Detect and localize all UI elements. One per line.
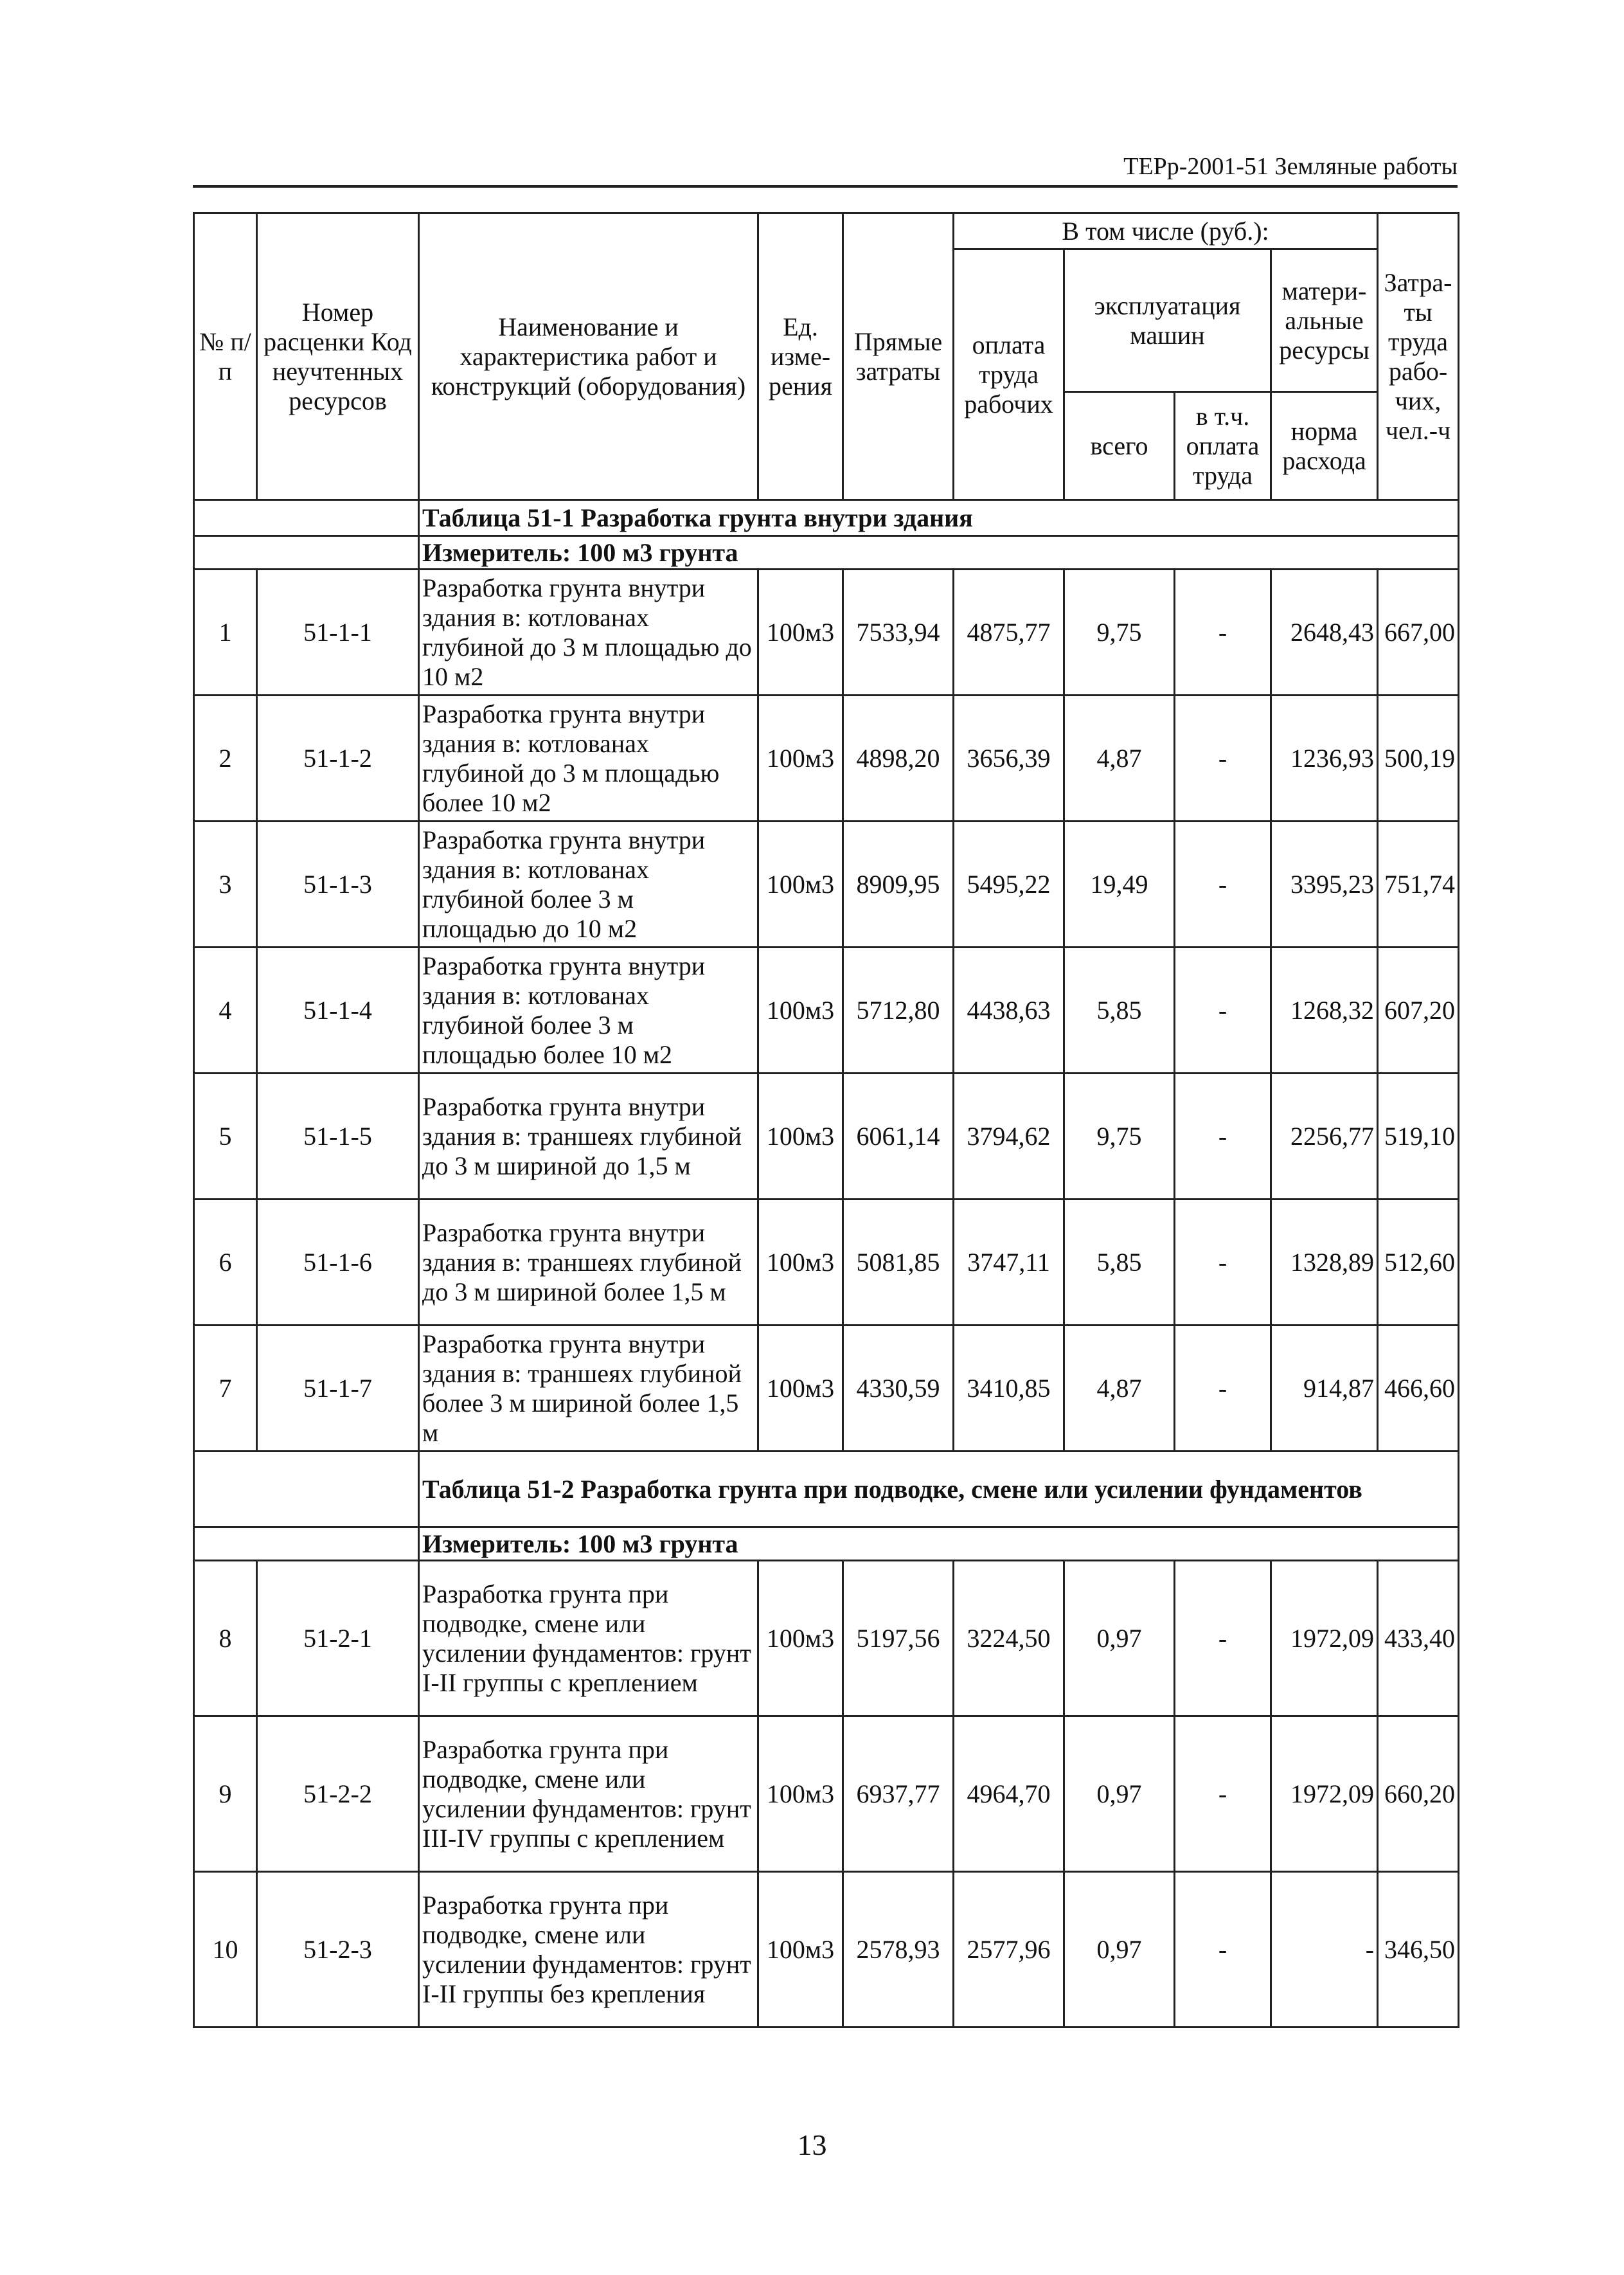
col-header-direct: Прямые затраты bbox=[843, 213, 954, 500]
rate-code: 51-1-7 bbox=[257, 1326, 419, 1452]
wages: 2577,96 bbox=[954, 1872, 1064, 2028]
direct-cost: 4898,20 bbox=[843, 696, 954, 822]
unit: 100м3 bbox=[758, 1074, 843, 1200]
col-header-materials: матери- альные ресурсы bbox=[1271, 249, 1378, 392]
col-header-machines-total: всего bbox=[1064, 392, 1175, 500]
rate-code: 51-1-1 bbox=[257, 570, 419, 696]
labor-cost: 607,20 bbox=[1378, 948, 1459, 1074]
wages: 3410,85 bbox=[954, 1326, 1064, 1452]
table-body bbox=[194, 213, 1459, 2028]
machines-total: 5,85 bbox=[1064, 948, 1175, 1074]
unit: 100м3 bbox=[758, 1872, 843, 2028]
unit: 100м3 bbox=[758, 1326, 843, 1452]
materials-norm: 1972,09 bbox=[1271, 1716, 1378, 1872]
work-description: Разработка грунта внутри здания в: котлованах глубиной до 3 м площадью более 10 м2 bbox=[419, 696, 758, 822]
unit: 100м3 bbox=[758, 948, 843, 1074]
machines-total: 4,87 bbox=[1064, 696, 1175, 822]
col-header-num: № п/п bbox=[194, 213, 257, 500]
table-row bbox=[194, 1326, 1459, 1452]
unit: 100м3 bbox=[758, 1716, 843, 1872]
row-number: 9 bbox=[194, 1716, 257, 1872]
unit: 100м3 bbox=[758, 1200, 843, 1326]
rate-code: 51-2-1 bbox=[257, 1561, 419, 1716]
section-title-row bbox=[194, 1452, 1459, 1527]
machines-total: 4,87 bbox=[1064, 1326, 1175, 1452]
rate-code: 51-1-6 bbox=[257, 1200, 419, 1326]
labor-cost: 660,20 bbox=[1378, 1716, 1459, 1872]
labor-cost: 466,60 bbox=[1378, 1326, 1459, 1452]
machines-wages: - bbox=[1175, 570, 1271, 696]
table-row bbox=[194, 696, 1459, 822]
running-header: ТЕРр-2001-51 Земляные работы bbox=[1123, 153, 1458, 180]
machines-total: 0,97 bbox=[1064, 1716, 1175, 1872]
work-description: Разработка грунта внутри здания в: котлованах глубиной более 3 м площадью до 10 м2 bbox=[419, 822, 758, 948]
work-description: Разработка грунта при подводке, смене или усилении фундаментов: грунт I-II группы без крепления bbox=[419, 1872, 758, 2028]
header-rule bbox=[193, 185, 1458, 188]
col-header-including: В том числе (руб.): bbox=[954, 213, 1378, 249]
col-header-labor: Затра- ты труда рабо- чих, чел.-ч bbox=[1378, 213, 1459, 500]
measure-row bbox=[194, 536, 1459, 570]
labor-cost: 751,74 bbox=[1378, 822, 1459, 948]
labor-cost: 667,00 bbox=[1378, 570, 1459, 696]
materials-norm: 1268,32 bbox=[1271, 948, 1378, 1074]
table-row bbox=[194, 822, 1459, 948]
section-title-row bbox=[194, 500, 1459, 536]
machines-total: 0,97 bbox=[1064, 1561, 1175, 1716]
machines-total: 5,85 bbox=[1064, 1200, 1175, 1326]
direct-cost: 6061,14 bbox=[843, 1074, 954, 1200]
machines-wages: - bbox=[1175, 1074, 1271, 1200]
wages: 3656,39 bbox=[954, 696, 1064, 822]
wages: 4438,63 bbox=[954, 948, 1064, 1074]
direct-cost: 4330,59 bbox=[843, 1326, 954, 1452]
row-number: 3 bbox=[194, 822, 257, 948]
table-row bbox=[194, 1716, 1459, 1872]
row-number: 7 bbox=[194, 1326, 257, 1452]
rate-code: 51-1-5 bbox=[257, 1074, 419, 1200]
machines-total: 19,49 bbox=[1064, 822, 1175, 948]
row-number: 10 bbox=[194, 1872, 257, 2028]
direct-cost: 5081,85 bbox=[843, 1200, 954, 1326]
rates-table bbox=[193, 212, 1459, 2028]
labor-cost: 433,40 bbox=[1378, 1561, 1459, 1716]
row-number: 1 bbox=[194, 570, 257, 696]
table-row bbox=[194, 1561, 1459, 1716]
section-measure: Измеритель: 100 м3 грунта bbox=[419, 536, 1459, 570]
rate-code: 51-2-2 bbox=[257, 1716, 419, 1872]
machines-wages: - bbox=[1175, 822, 1271, 948]
machines-wages: - bbox=[1175, 948, 1271, 1074]
labor-cost: 519,10 bbox=[1378, 1074, 1459, 1200]
rate-code: 51-1-2 bbox=[257, 696, 419, 822]
work-description: Разработка грунта при подводке, смене или усилении фундаментов: грунт I-II группы с креплением bbox=[419, 1561, 758, 1716]
row-number: 6 bbox=[194, 1200, 257, 1326]
row-number: 5 bbox=[194, 1074, 257, 1200]
section-measure: Измеритель: 100 м3 грунта bbox=[419, 1527, 1459, 1561]
col-header-unit: Ед. изме- рения bbox=[758, 213, 843, 500]
materials-norm: 2648,43 bbox=[1271, 570, 1378, 696]
work-description: Разработка грунта внутри здания в: траншеях глубиной до 3 м шириной более 1,5 м bbox=[419, 1200, 758, 1326]
col-header-code: Номер расценки Код неучтенных ресурсов bbox=[257, 213, 419, 500]
header-row-1 bbox=[194, 213, 1459, 249]
table-row bbox=[194, 1200, 1459, 1326]
machines-wages: - bbox=[1175, 1200, 1271, 1326]
table-row bbox=[194, 570, 1459, 696]
labor-cost: 512,60 bbox=[1378, 1200, 1459, 1326]
work-description: Разработка грунта внутри здания в: котлованах глубиной до 3 м площадью до 10 м2 bbox=[419, 570, 758, 696]
wages: 3794,62 bbox=[954, 1074, 1064, 1200]
labor-cost: 346,50 bbox=[1378, 1872, 1459, 2028]
wages: 5495,22 bbox=[954, 822, 1064, 948]
direct-cost: 2578,93 bbox=[843, 1872, 954, 2028]
empty-cell bbox=[194, 500, 419, 536]
machines-wages: - bbox=[1175, 696, 1271, 822]
rate-code: 51-1-3 bbox=[257, 822, 419, 948]
direct-cost: 8909,95 bbox=[843, 822, 954, 948]
materials-norm: 2256,77 bbox=[1271, 1074, 1378, 1200]
materials-norm: 3395,23 bbox=[1271, 822, 1378, 948]
work-description: Разработка грунта внутри здания в: траншеях глубиной до 3 м шириной до 1,5 м bbox=[419, 1074, 758, 1200]
materials-norm: 1972,09 bbox=[1271, 1561, 1378, 1716]
col-header-wages: оплата труда рабочих bbox=[954, 249, 1064, 500]
page-number: 13 bbox=[797, 2128, 827, 2161]
section-title: Таблица 51-1 Разработка грунта внутри здания bbox=[419, 500, 1459, 536]
machines-total: 9,75 bbox=[1064, 1074, 1175, 1200]
machines-total: 9,75 bbox=[1064, 570, 1175, 696]
col-header-name: Наименование и характеристика работ и конструкций (оборудования) bbox=[419, 213, 758, 500]
wages: 4964,70 bbox=[954, 1716, 1064, 1872]
unit: 100м3 bbox=[758, 822, 843, 948]
col-header-machines: эксплуатация машин bbox=[1064, 249, 1271, 392]
work-description: Разработка грунта при подводке, смене или усилении фундаментов: грунт III-IV группы с креплением bbox=[419, 1716, 758, 1872]
empty-cell bbox=[194, 1527, 419, 1561]
col-header-materials-norm: норма расхода bbox=[1271, 392, 1378, 500]
direct-cost: 7533,94 bbox=[843, 570, 954, 696]
wages: 4875,77 bbox=[954, 570, 1064, 696]
machines-wages: - bbox=[1175, 1872, 1271, 2028]
materials-norm: 914,87 bbox=[1271, 1326, 1378, 1452]
table-row bbox=[194, 1872, 1459, 2028]
wages: 3224,50 bbox=[954, 1561, 1064, 1716]
machines-total: 0,97 bbox=[1064, 1872, 1175, 2028]
col-header-machines-wages: в т.ч. оплата труда bbox=[1175, 392, 1271, 500]
materials-norm: 1328,89 bbox=[1271, 1200, 1378, 1326]
machines-wages: - bbox=[1175, 1561, 1271, 1716]
empty-cell bbox=[194, 536, 419, 570]
labor-cost: 500,19 bbox=[1378, 696, 1459, 822]
empty-cell bbox=[194, 1452, 419, 1527]
unit: 100м3 bbox=[758, 1561, 843, 1716]
unit: 100м3 bbox=[758, 570, 843, 696]
work-description: Разработка грунта внутри здания в: траншеях глубиной более 3 м шириной более 1,5 м bbox=[419, 1326, 758, 1452]
machines-wages: - bbox=[1175, 1716, 1271, 1872]
machines-wages: - bbox=[1175, 1326, 1271, 1452]
rate-code: 51-2-3 bbox=[257, 1872, 419, 2028]
work-description: Разработка грунта внутри здания в: котлованах глубиной более 3 м площадью более 10 м2 bbox=[419, 948, 758, 1074]
row-number: 8 bbox=[194, 1561, 257, 1716]
measure-row bbox=[194, 1527, 1459, 1561]
materials-norm: 1236,93 bbox=[1271, 696, 1378, 822]
row-number: 4 bbox=[194, 948, 257, 1074]
row-number: 2 bbox=[194, 696, 257, 822]
direct-cost: 5197,56 bbox=[843, 1561, 954, 1716]
unit: 100м3 bbox=[758, 696, 843, 822]
direct-cost: 6937,77 bbox=[843, 1716, 954, 1872]
rate-code: 51-1-4 bbox=[257, 948, 419, 1074]
direct-cost: 5712,80 bbox=[843, 948, 954, 1074]
materials-norm: - bbox=[1271, 1872, 1378, 2028]
table-row bbox=[194, 1074, 1459, 1200]
wages: 3747,11 bbox=[954, 1200, 1064, 1326]
table-row bbox=[194, 948, 1459, 1074]
section-title: Таблица 51-2 Разработка грунта при подводке, смене или усилении фундаментов bbox=[419, 1452, 1459, 1527]
